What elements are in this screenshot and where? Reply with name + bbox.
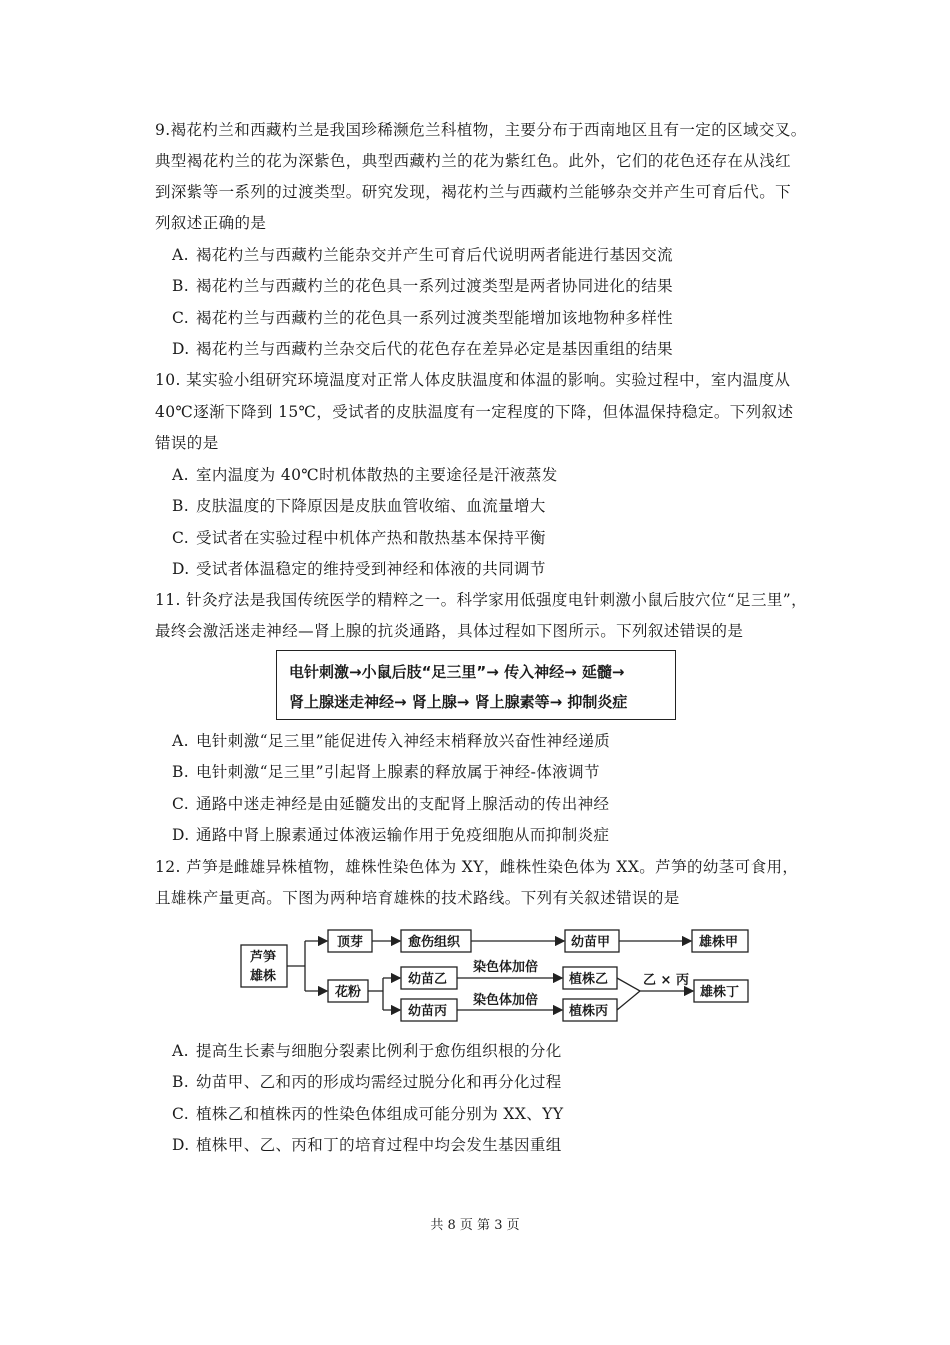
pollen-label: 花粉 — [335, 985, 362, 1000]
q10-stem-line: 错误的是 — [155, 434, 219, 452]
q12-option-c: C. 植株乙和植株丙的性染色体组成可能分别为 XX、YY — [172, 1105, 564, 1123]
q12-stem-line: 12. 芦笋是雌雄异株植物，雄株性染色体为 XY，雌株性染色体为 XX。芦笋的幼茎可食用， — [155, 858, 799, 876]
q10-stem-line: 10. 某实验小组研究环境温度对正常人体皮肤温度和体温的影响。实验过程中，室内温度从 — [155, 371, 791, 389]
male-ding-label: 雄株丁 — [700, 985, 740, 1000]
q12-option-b: B. 幼苗甲、乙和丙的形成均需经过脱分化和再分化过程 — [172, 1073, 562, 1091]
q12-option-a: A. 提高生长素与细胞分裂素比例利于愈伤组织根的分化 — [172, 1042, 562, 1060]
start-label-2: 雄株 — [250, 969, 277, 984]
seedling-bing-label: 幼苗丙 — [408, 1004, 448, 1019]
q11-option-c: C. 通路中迷走神经是由延髓发出的支配肾上腺活动的传出神经 — [172, 795, 610, 813]
start-label-1: 芦笋 — [250, 950, 277, 965]
q10-option-c: C. 受试者在实验过程中机体产热和散热基本保持平衡 — [172, 529, 546, 547]
cross-label: 乙 × 丙 — [643, 973, 689, 988]
q12-breeding-diagram — [235, 925, 755, 1030]
q9-option-b: B. 褐花杓兰与西藏杓兰的花色具一系列过渡类型是两者协同进化的结果 — [172, 277, 674, 295]
q10-option-b: B. 皮肤温度的下降原因是皮肤血管收缩、血流量增大 — [172, 497, 546, 515]
q11-option-b: B. 电针刺激“足三里”引起肾上腺素的释放属于神经-体液调节 — [172, 763, 600, 781]
q11-pathway-box — [276, 650, 676, 720]
q9-option-c: C. 褐花杓兰与西藏杓兰的花色具一系列过渡类型能增加该地物种多样性 — [172, 309, 674, 327]
q10-option-a: A. 室内温度为 40℃时机体散热的主要途径是汗液蒸发 — [172, 466, 558, 484]
q10-option-d: D. 受试者体温稳定的维持受到神经和体液的共同调节 — [172, 560, 546, 578]
seedling-yi-label: 幼苗乙 — [408, 972, 448, 987]
q12-stem-line: 且雄株产量更高。下图为两种培育雄株的技术路线。下列有关叙述错误的是 — [155, 889, 680, 907]
plant-bing-label: 植株丙 — [569, 1004, 609, 1019]
bud-label: 顶芽 — [337, 935, 364, 950]
q9-option-d: D. 褐花杓兰与西藏杓兰杂交后代的花色存在差异必定是基因重组的结果 — [172, 340, 674, 358]
page-footer: 共 8 页 第 3 页 — [430, 1218, 520, 1233]
male-jia-label: 雄株甲 — [699, 935, 739, 950]
q11-option-a: A. 电针刺激“足三里”能促进传入神经末梢释放兴奋性神经递质 — [172, 732, 611, 750]
q12-option-d: D. 植株甲、乙、丙和丁的培育过程中均会发生基因重组 — [172, 1136, 562, 1154]
doubling-label-2: 染色体加倍 — [473, 993, 539, 1008]
q9-option-a: A. 褐花杓兰与西藏杓兰能杂交并产生可育后代说明两者能进行基因交流 — [172, 246, 674, 264]
q9-stem-line: 典型褐花杓兰的花为深紫色，典型西藏杓兰的花为紫红色。此外，它们的花色还存在从浅红 — [155, 152, 792, 170]
q9-stem-line: 到深紫等一系列的过渡类型。研究发现，褐花杓兰与西藏杓兰能够杂交并产生可育后代。下 — [155, 183, 792, 201]
q11-stem-line: 11. 针灸疗法是我国传统医学的精粹之一。科学家用低强度电针刺激小鼠后肢穴位“足三里”， — [155, 591, 808, 609]
doubling-label-1: 染色体加倍 — [473, 960, 539, 975]
pathway-line: 电针刺激→小鼠后肢“足三里”→ 传入神经→ 延髓→ — [289, 663, 625, 681]
q9-stem-line: 列叙述正确的是 — [155, 214, 267, 232]
pathway-line: 肾上腺迷走神经→ 肾上腺→ 肾上腺素等→ 抑制炎症 — [289, 693, 628, 711]
q11-option-d: D. 通路中肾上腺素通过体液运输作用于免疫细胞从而抑制炎症 — [172, 826, 610, 844]
seedling-jia-label: 幼苗甲 — [571, 935, 611, 950]
callus-label: 愈伤组织 — [408, 935, 461, 950]
q9-stem-line: 9.褐花杓兰和西藏杓兰是我国珍稀濒危兰科植物，主要分布于西南地区且有一定的区域交叉。 — [155, 121, 807, 139]
plant-yi-label: 植株乙 — [569, 972, 609, 987]
q10-stem-line: 40℃逐渐下降到 15℃，受试者的皮肤温度有一定程度的下降，但体温保持稳定。下列叙述 — [155, 403, 794, 421]
q11-stem-line: 最终会激活迷走神经—肾上腺的抗炎通路，具体过程如下图所示。下列叙述错误的是 — [155, 622, 744, 640]
